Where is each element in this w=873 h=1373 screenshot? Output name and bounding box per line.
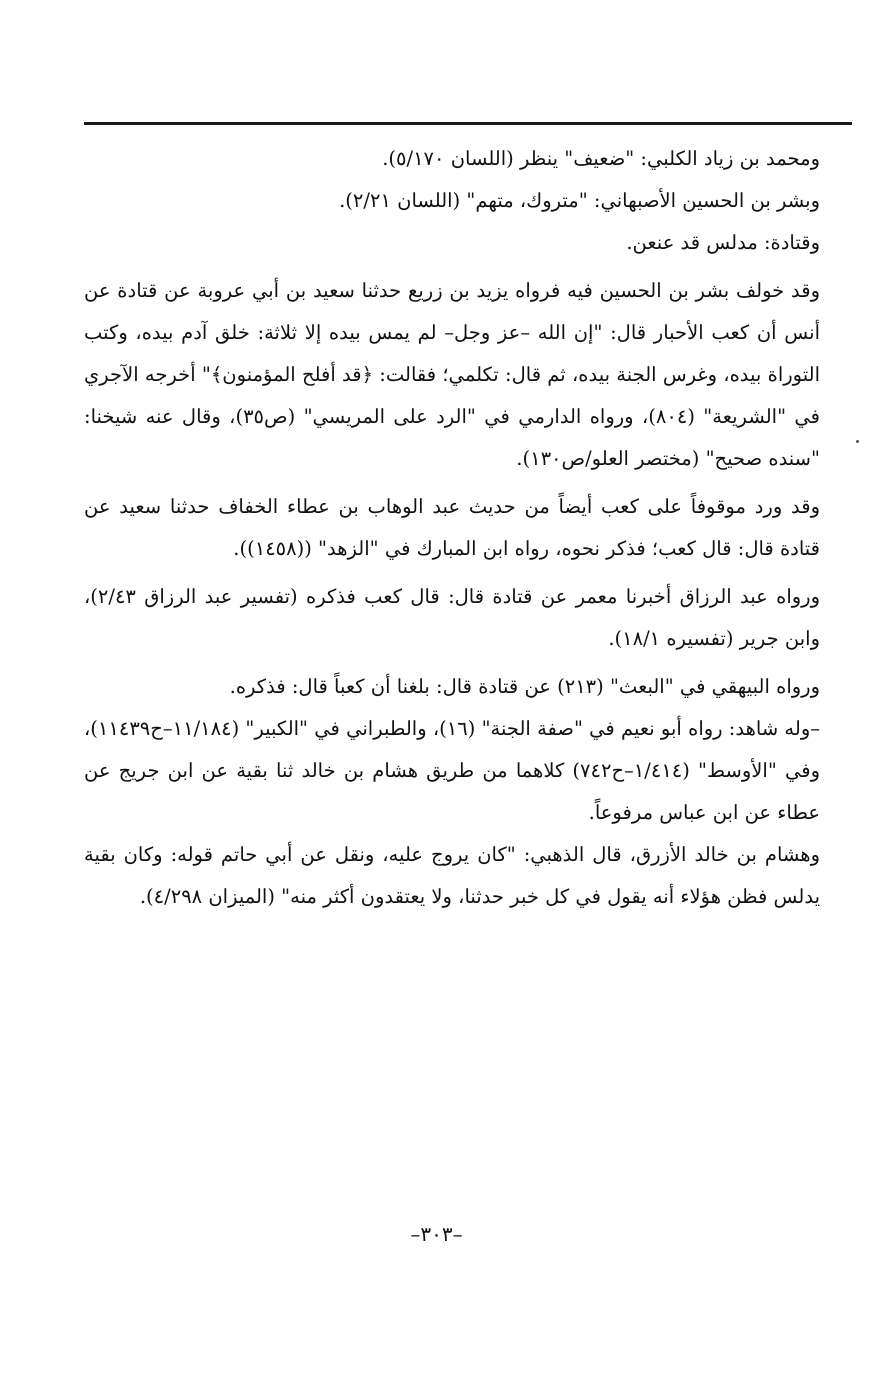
paragraph-2: وبشر بن الحسين الأصبهاني: "متروك، متهم" (اللسان ٢/٢١). — [339, 189, 820, 212]
paragraph-5: وقد ورد موقوفاً على كعب أيضاً من حديث عبد الوهاب بن عطاء الخفاف حدثنا سعيد عن قتادة قال: قال كعب؛ فذكر نحوه، رواه ابن المبارك في "الزهد" ((١٤٥٨)). — [84, 495, 820, 560]
margin-dot — [856, 440, 859, 443]
paragraph-3: وقتادة: مدلس قد عنعن. — [626, 231, 820, 254]
paragraph-8: –وله شاهد: رواه أبو نعيم في "صفة الجنة" (١٦)، والطبراني في "الكبير" (١١/١٨٤–ح١١٤٣٩)، وفي "الأوسط" (١/٤١٤–ح٧٤٢) كلاهما من طريق هشام بن خالد ثنا بقية عن ابن جريج عن عطاء عن ابن عباس مرفوعاً. — [84, 717, 820, 824]
paragraph-9: وهشام بن خالد الأزرق، قال الذهبي: "كان يروج عليه، ونقل عن أبي حاتم قوله: وكان بقية يدلس فظن هؤلاء أنه يقول في كل خبر حدثنا، ولا يعتقدون أكثر منه" (الميزان ٤/٢٩٨). — [84, 843, 820, 908]
paragraph-6: ورواه عبد الرزاق أخبرنا معمر عن قتادة قال: قال كعب فذكره (تفسير عبد الرزاق ٢/٤٣)، وابن جرير (تفسيره ١٨/١). — [84, 585, 820, 650]
paragraph-4: وقد خولف بشر بن الحسين فيه فرواه يزيد بن زريع حدثنا سعيد بن أبي عروبة عن قتادة عن أنس أن كعب الأحبار قال: "إن الله –عز وجل– لم يمس بيده إلا ثلاثة: خلق آدم بيده، وكتب التوراة بيده، وغرس الجنة بيده، ثم قال: تكلمي؛ فقالت: ﴿قد أفلح المؤمنون﴾" أخرجه الآجري في "الشريعة" (٨٠٤)، ورواه الدارمي في "الرد على المريسي" (ص٣٥)، وقال عنه شيخنا: "سنده صحيح" (مختصر العلو/ص١٣٠). — [84, 279, 820, 470]
paragraph-1: ومحمد بن زياد الكلبي: "ضعيف" ينظر (اللسان ٥/١٧٠). — [382, 147, 820, 170]
header-rule — [84, 122, 852, 125]
page-number: –٣٠٣– — [410, 1222, 463, 1246]
paragraph-7: ورواه البيهقي في "البعث" (٢١٣) عن قتادة قال: بلغنا أن كعباً قال: فذكره. — [229, 675, 820, 698]
body-text — [84, 138, 820, 924]
